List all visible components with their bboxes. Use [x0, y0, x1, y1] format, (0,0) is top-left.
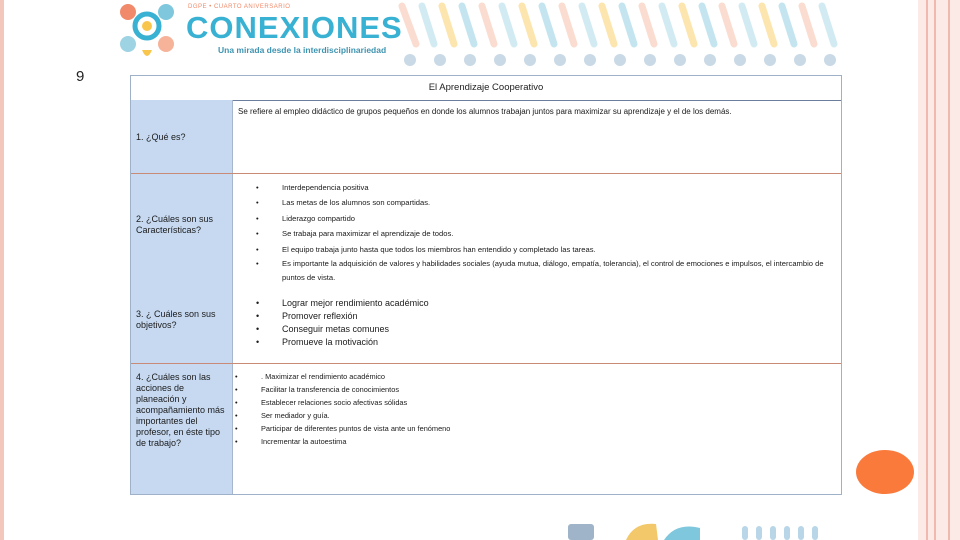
- list-item: • Ser mediador y guía.: [235, 409, 755, 422]
- list-item: • Es importante la adquisición de valores y habilidades sociales (ayuda mutua, diálogo, empatía, tolerancia), el control de emociones e impulsos, el intercambio de puntos de vista.: [256, 257, 836, 285]
- table-title: El Aprendizaje Cooperativo: [131, 76, 841, 101]
- teacher-actions-list: [235, 370, 755, 448]
- list-item: • Liderazgo compartido: [256, 211, 836, 226]
- logo-subtitle: DGPE • CUARTO ANIVERSARIO: [188, 4, 291, 10]
- orange-circle-decoration: [856, 450, 914, 494]
- decorative-stripes: [398, 0, 844, 70]
- characteristics-list: [256, 180, 836, 285]
- right-frame-border: [918, 0, 960, 540]
- list-item: • Las metas de los alumnos son compartidas.: [256, 195, 836, 210]
- logo-tagline: Una mirada desde la interdisciplinariedad: [218, 45, 387, 55]
- cooperative-learning-table: [130, 75, 842, 495]
- row-divider: [131, 173, 841, 174]
- list-item: • Interdependencia positiva: [256, 180, 836, 195]
- list-item: • Facilitar la transferencia de conocimientos: [235, 383, 755, 396]
- list-item: • Incrementar la autoestima: [235, 435, 755, 448]
- question-1: 1. ¿Qué es?: [136, 132, 186, 142]
- list-item: • El equipo trabaja junto hasta que todos los miembros han entendido y completado las tareas.: [256, 242, 836, 257]
- footer-logos: [560, 518, 840, 540]
- answer-1: Se refiere al empleo didáctico de grupos pequeños en donde los alumnos trabajan juntos para maximizar su aprendizaje y el de los demás.: [238, 107, 732, 116]
- list-item: • Lograr mejor rendimiento académico: [256, 297, 756, 310]
- list-item: • Promueve la motivación: [256, 336, 756, 349]
- list-item: • Se trabaja para maximizar el aprendizaje de todos.: [256, 226, 836, 241]
- left-frame-line: [0, 0, 4, 540]
- list-item: • Promover reflexión: [256, 310, 756, 323]
- list-item: • . Maximizar el rendimiento académico: [235, 370, 755, 383]
- list-item: • Participar de diferentes puntos de vista ante un fenómeno: [235, 422, 755, 435]
- slide-number: 9: [76, 68, 85, 85]
- row-divider: [131, 363, 841, 364]
- conexiones-logo-icon: [118, 0, 176, 62]
- logo-title: CONEXIONES: [186, 10, 403, 45]
- list-item: • Conseguir metas comunes: [256, 323, 756, 336]
- question-3: 3. ¿ Cuáles son sus objetivos?: [136, 309, 216, 330]
- objectives-list: [256, 297, 756, 349]
- question-2: 2. ¿Cuáles son sus Características?: [136, 214, 214, 235]
- question-4: 4. ¿Cuáles son las acciones de planeación y acompañamiento más importantes del profesor, en éste tipo de trabajo?: [136, 372, 225, 448]
- list-item: • Establecer relaciones socio afectivas sólidas: [235, 396, 755, 409]
